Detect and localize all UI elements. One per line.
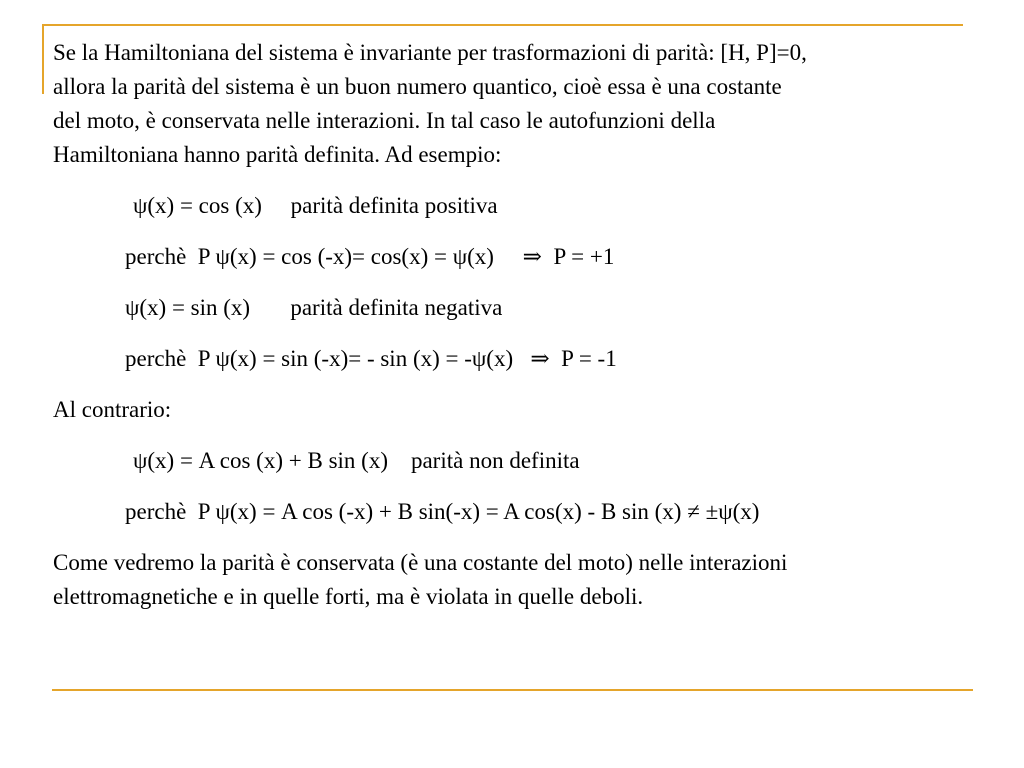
cos-definition: ψ(x) = cos (x) parità definita positiva: [133, 193, 498, 218]
sin-definition: ψ(x) = sin (x) parità definita negativa: [125, 295, 503, 320]
conclusion-paragraph: [53, 546, 993, 614]
cos-proof: perchè P ψ(x) = cos (-x)= cos(x) = ψ(x) ⇒ P = +1: [125, 244, 615, 269]
bottom-rule: [52, 689, 973, 691]
mixed-definition: ψ(x) = A cos (x) + B sin (x) parità non definita: [133, 448, 580, 473]
slide-body: [53, 36, 993, 614]
intro-line: del moto, è conservata nelle interazioni. In tal caso le autofunzioni della: [53, 108, 716, 133]
intro-line: Hamiltoniana hanno parità definita. Ad esempio:: [53, 142, 502, 167]
intro-line: allora la parità del sistema è un buon numero quantico, cioè essa è una costante: [53, 74, 782, 99]
mixed-proof: perchè P ψ(x) = A cos (-x) + B sin(-x) = A cos(x) - B sin (x) ≠ ±ψ(x): [125, 499, 760, 524]
top-rule: [42, 24, 963, 26]
contrary-label: Al contrario:: [53, 397, 172, 422]
intro-paragraph: [53, 36, 993, 172]
conclusion-line: Come vedremo la parità è conservata (è una costante del moto) nelle interazioni: [53, 550, 788, 575]
sin-proof: perchè P ψ(x) = sin (-x)= - sin (x) = -ψ(x) ⇒ P = -1: [125, 346, 617, 371]
intro-line: Se la Hamiltoniana del sistema è invariante per trasformazioni di parità: [H, P]=0,: [53, 40, 807, 65]
conclusion-line: elettromagnetiche e in quelle forti, ma è violata in quelle deboli.: [53, 584, 644, 609]
left-rule: [42, 24, 44, 94]
